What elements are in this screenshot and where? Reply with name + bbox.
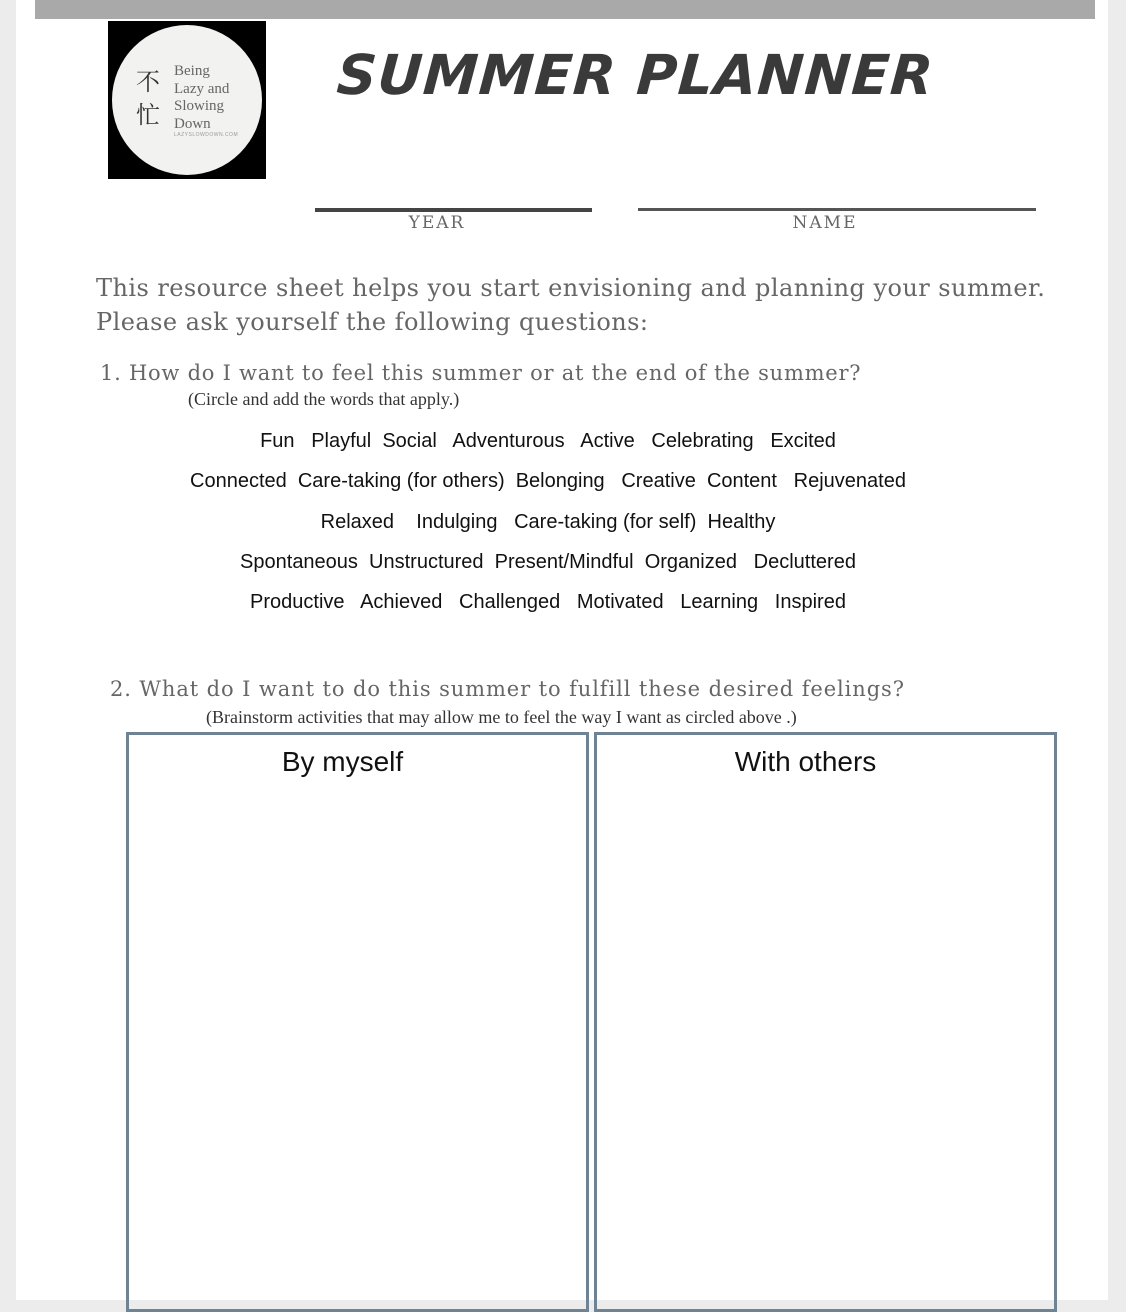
- intro-line: This resource sheet helps you start envisioning and planning your summer.: [96, 274, 1046, 302]
- feeling-words-row: Spontaneous Unstructured Present/Mindful Organized Decluttered: [240, 551, 856, 573]
- logo-line: Down: [174, 115, 211, 132]
- question-1-instruction: (Circle and add the words that apply.): [188, 389, 460, 409]
- year-label: YEAR: [408, 213, 466, 233]
- with-others-box[interactable]: [594, 732, 1057, 1312]
- question-1: 1. How do I want to feel this summer or at the end of the summer?: [100, 361, 862, 385]
- logo-line: Slowing: [174, 98, 225, 114]
- question-2-instruction: (Brainstorm activities that may allow me to feel the way I want as circled above .): [206, 707, 797, 727]
- feeling-words-row: Relaxed Indulging Care-taking (for self) Healthy: [320, 511, 776, 533]
- by-myself-box[interactable]: [126, 732, 589, 1312]
- logo-circle: [112, 25, 262, 175]
- name-line[interactable]: [638, 208, 1036, 211]
- question-2: 2. What do I want to do this summer to fulfill these desired feelings?: [110, 677, 905, 701]
- feeling-words-row: Productive Achieved Challenged Motivated Learning Inspired: [250, 591, 846, 613]
- intro-text: [96, 271, 1096, 339]
- logo-line: Being: [174, 63, 210, 79]
- logo-text: [174, 63, 254, 133]
- logo-char: 忙: [136, 101, 160, 129]
- by-myself-heading: By myself: [281, 746, 404, 777]
- top-bar: [35, 0, 1095, 19]
- logo-url: LAZYSLOWDOWN.COM: [174, 132, 239, 138]
- intro-line: Please ask yourself the following questions:: [96, 308, 649, 336]
- logo: [108, 21, 266, 179]
- logo-line: Lazy and: [174, 80, 230, 97]
- with-others-heading: With others: [734, 746, 877, 777]
- page-title: SUMMER PLANNER: [334, 43, 936, 107]
- year-line[interactable]: [315, 208, 592, 212]
- feeling-words-row: Fun Playful Social Adventurous Active Celebrating Excited: [260, 430, 836, 452]
- logo-char: 不: [136, 68, 160, 96]
- feeling-words-row: Connected Care-taking (for others) Belonging Creative Content Rejuvenated: [190, 470, 906, 492]
- name-label: NAME: [792, 213, 858, 233]
